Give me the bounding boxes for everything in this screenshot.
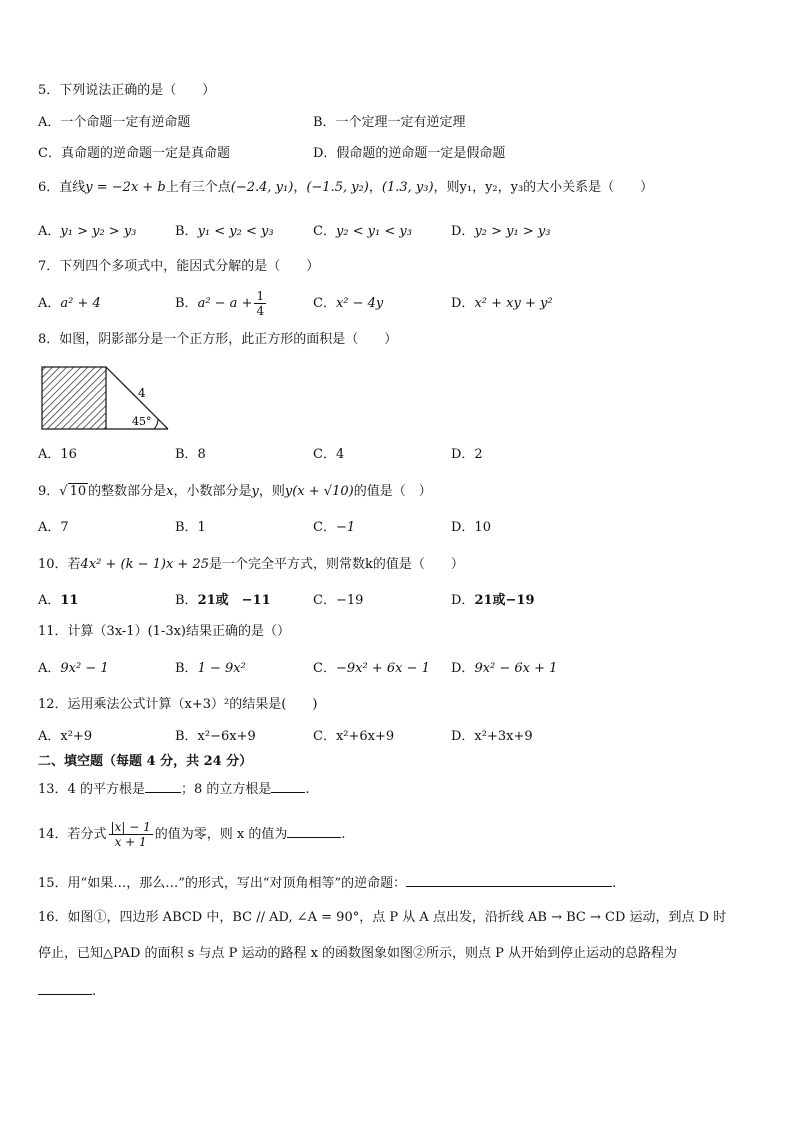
q9-expression: y(x + √10) <box>284 484 354 499</box>
q8-option-c: C．4 <box>313 447 345 462</box>
q9-prefix: 9． <box>38 484 60 499</box>
q6-equation: y = −2x + b <box>85 180 166 195</box>
q6-option-c-expr: y₂ < y₁ < y₃ <box>335 224 412 239</box>
q16-answer-blank[interactable] <box>38 980 92 995</box>
q6-option-b <box>175 222 274 242</box>
q12-stem: 12．运用乘法公式计算（x+3）²的结果是( ) <box>38 697 318 712</box>
q6-prefix: 6．直线 <box>38 180 86 195</box>
q8-option-b: B．8 <box>175 447 206 462</box>
q6-option-c-label: C． <box>313 224 336 239</box>
q6-option-b-label: B． <box>175 224 198 239</box>
q6-option-a <box>38 222 136 242</box>
q12-option-a: A．x²+9 <box>38 729 93 744</box>
shaded-square <box>42 367 106 429</box>
q7-option-c-expr: x² − 4y <box>335 296 384 311</box>
q5-option-a: A．一个命题一定有逆命题 <box>38 115 191 130</box>
q12-option-c: C．x²+6x+9 <box>313 729 395 744</box>
q11-option-d-label: D． <box>451 661 475 676</box>
q11-option-c-expr: −9x² + 6x − 1 <box>335 661 430 676</box>
q6-option-b-expr: y₁ < y₂ < y₃ <box>197 224 274 239</box>
side-length-label: 4 <box>138 386 146 400</box>
q6-option-d <box>451 222 550 242</box>
q13-text-1: 13．4 的平方根是 <box>38 782 145 797</box>
q7-option-b-fraction <box>254 289 266 318</box>
q13-text-2: ；8 的立方根是 <box>180 782 272 797</box>
q11-option-b-label: B． <box>175 661 198 676</box>
q9-option-c-expr: −1 <box>335 520 356 535</box>
q10-option-d-value: 21或−19 <box>474 593 535 608</box>
q9-tail: 的值是（ ） <box>353 484 432 499</box>
q11-option-b-expr: 1 − 9x² <box>197 661 246 676</box>
q7-option-c-label: C． <box>313 296 336 311</box>
fraction-denominator: x + 1 <box>114 835 147 849</box>
q7-option-d-expr: x² + xy + y² <box>474 296 553 311</box>
q10-option-d <box>451 591 535 611</box>
q6-option-c <box>313 222 412 242</box>
angle-label: 45° <box>132 415 152 428</box>
q11-option-d-expr: 9x² − 6x + 1 <box>474 661 558 676</box>
q9-option-c-label: C． <box>313 520 336 535</box>
q7-option-d <box>451 294 553 314</box>
fraction-numerator: |x| − 1 <box>110 820 151 834</box>
q9-sqrt-10: 10 <box>69 484 87 499</box>
q7-option-d-label: D． <box>451 296 475 311</box>
q11-option-c <box>313 659 430 679</box>
angle-arc <box>154 419 158 429</box>
q6-mid: 上有三个点 <box>165 180 231 195</box>
q10-option-b <box>175 591 271 611</box>
section-2-title: 二、填空题（每题 4 分，共 24 分） <box>38 754 253 769</box>
q15-text: 15．用“如果…，那么…”的形式，写出“对顶角相等”的逆命题： <box>38 876 407 891</box>
q11-option-a-label: A． <box>38 661 61 676</box>
q9-var-x: x <box>166 484 174 499</box>
q9-option-b: B．1 <box>175 520 206 535</box>
q13-text-3: . <box>305 782 310 797</box>
q12-option-b: B．x²−6x+9 <box>175 729 256 744</box>
q6-option-d-expr: y₂ > y₁ > y₃ <box>474 224 551 239</box>
q11-option-b <box>175 659 246 679</box>
q14-stem <box>38 815 754 855</box>
q14-end: . <box>341 827 346 842</box>
q12-option-d: D．x²+3x+9 <box>451 729 533 744</box>
q15-stem <box>38 872 754 894</box>
q10-option-a <box>38 591 78 611</box>
q10-stem <box>38 555 754 575</box>
q9-option-a: A．7 <box>38 520 69 535</box>
q11-option-a <box>38 659 109 679</box>
q6-option-a-expr: y₁ > y₂ > y₃ <box>60 224 137 239</box>
q10-prefix: 10．若 <box>38 557 81 572</box>
q16-line-2: 停止，已知△PAD 的面积 s 与点 P 运动的路程 x 的函数图象如图②所示，则点 P 从开始到停止运动的总路程为 <box>38 946 678 961</box>
q10-option-a-label: A． <box>38 593 61 608</box>
q10-expression: 4x² + (k − 1)x + 25 <box>80 557 209 572</box>
q14-answer-blank[interactable] <box>287 823 341 838</box>
q8-option-a: A．16 <box>38 447 77 462</box>
q14-prefix: 14．若分式 <box>38 827 107 842</box>
q11-stem: 11．计算（3x-1）(1-3x)结果正确的是（） <box>38 624 290 639</box>
q8-figure <box>40 365 172 431</box>
q16-end: . <box>92 984 97 999</box>
fraction-denominator: 4 <box>256 304 265 318</box>
q10-option-a-value: 11 <box>60 593 79 608</box>
q9-option-c <box>313 518 355 538</box>
q6-point-2: (−1.5, y₂) <box>306 180 369 195</box>
q7-stem: 7．下列四个多项式中，能因式分解的是（ ） <box>38 259 320 274</box>
q10-option-b-label: B． <box>175 593 198 608</box>
q6-option-d-label: D． <box>451 224 475 239</box>
q15-answer-blank[interactable] <box>406 872 612 887</box>
q13-answer-blank-2[interactable] <box>271 778 305 793</box>
q7-option-c <box>313 294 383 314</box>
q5-stem: 5．下列说法正确的是（ ） <box>38 83 216 98</box>
q7-option-a-expr: a² + 4 <box>60 296 101 311</box>
q7-option-b <box>175 286 268 322</box>
q7-option-a-label: A． <box>38 296 61 311</box>
q16-line-3 <box>38 980 754 1002</box>
q5-option-d: D．假命题的逆命题一定是假命题 <box>313 146 506 161</box>
q11-option-c-label: C． <box>313 661 336 676</box>
q14-tail: 的值为零，则 x 的值为 <box>154 827 288 842</box>
q10-option-c-value: −19 <box>335 593 364 608</box>
q5-option-b: B．一个定理一定有逆定理 <box>313 115 466 130</box>
q10-tail: 是一个完全平方式，则常数k的值是（ ） <box>209 557 464 572</box>
q10-option-b-value: 21或 −11 <box>197 593 271 608</box>
q6-tail: ，则y₁，y₂，y₃的大小关系是（ ） <box>433 180 654 195</box>
q7-option-b-label: B． <box>175 296 198 311</box>
q9-mid-1: 的整数部分是 <box>88 484 167 499</box>
q8-option-d: D．2 <box>451 447 483 462</box>
q9-mid-3: ，则 <box>258 484 285 499</box>
q6-point-1: (−2.4, y₁) <box>230 180 294 195</box>
q6-point-3: (1.3, y₃) <box>381 180 434 195</box>
q10-option-c-label: C． <box>313 593 336 608</box>
q13-answer-blank-1[interactable] <box>145 778 181 793</box>
q11-option-d <box>451 659 557 679</box>
q16-line-1: 16．如图①，四边形 ABCD 中，BC // AD, ∠A = 90°，点 P 从 A 点出发，沿折线 AB → BC → CD 运动，到点 D 时 <box>38 910 727 925</box>
q9-var-y: y <box>251 484 259 499</box>
q9-mid-2: ，小数部分是 <box>173 484 252 499</box>
q6-option-a-label: A． <box>38 224 61 239</box>
q11-option-a-expr: 9x² − 1 <box>60 661 109 676</box>
q13-stem <box>38 778 754 800</box>
q7-option-b-expr: a² − a + <box>197 296 253 311</box>
q14-fraction <box>109 820 153 849</box>
fraction-numerator: 1 <box>256 289 265 303</box>
q10-option-d-label: D． <box>451 593 475 608</box>
q15-end: . <box>612 876 617 891</box>
q5-option-c: C．真命题的逆命题一定是真命题 <box>38 146 230 161</box>
q10-option-c <box>313 591 363 611</box>
q9-option-d: D．10 <box>451 520 491 535</box>
q7-option-a <box>38 294 101 314</box>
q8-stem: 8．如图，阴影部分是一个正方形，此正方形的面积是（ ） <box>38 332 398 347</box>
q9-stem: 9．√ 10 的整数部分是x，小数部分是y，则y(x + √10)的值是（ ） <box>38 484 432 499</box>
q6-stem: 6．直线y = −2x + b上有三个点(−2.4, y₁)，(−1.5, y₂)，(1.3, y₃)，则y₁，y₂，y₃的大小关系是（ ） <box>38 180 654 195</box>
